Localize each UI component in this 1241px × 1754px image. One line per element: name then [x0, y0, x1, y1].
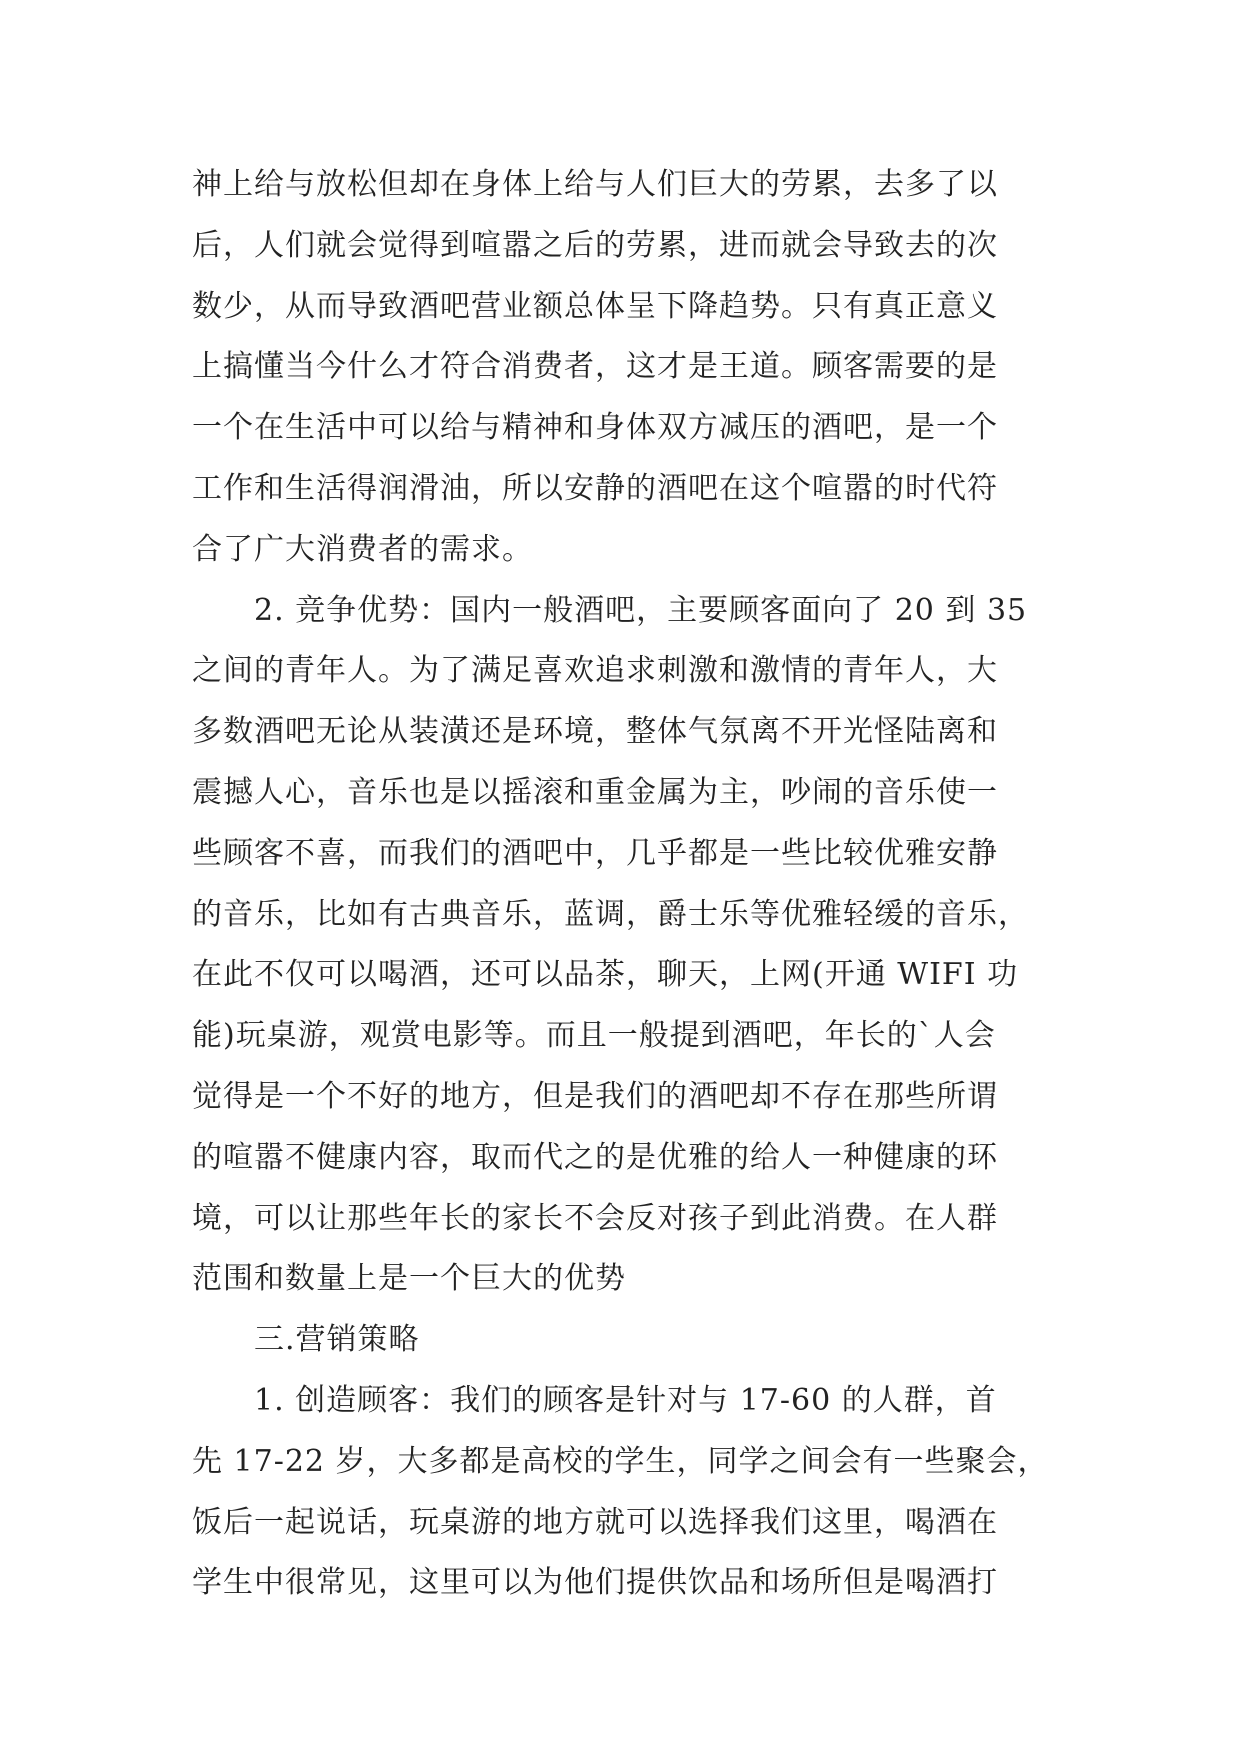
text-line: 的喧嚣不健康内容，取而代之的是优雅的给人一种健康的环 — [192, 1139, 998, 1175]
text-line: 1. 创造顾客：我们的顾客是针对与 17-60 的人群，首 — [254, 1382, 997, 1418]
text-line: 上搞懂当今什么才符合消费者，这才是王道。顾客需要的是 — [192, 349, 998, 385]
text-line: 数少，从而导致酒吧营业额总体呈下降趋势。只有真正意义 — [192, 288, 998, 324]
text-line: 之间的青年人。为了满足喜欢追求刺激和激情的青年人，大 — [192, 653, 998, 689]
text-line: 能)玩桌游，观赏电影等。而且一般提到酒吧，年长的`人会 — [192, 1018, 996, 1054]
text-line: 学生中很常见，这里可以为他们提供饮品和场所但是喝酒打 — [192, 1565, 998, 1601]
text-line: 的音乐，比如有古典音乐，蓝调，爵士乐等优雅轻缓的音乐， — [192, 896, 1029, 932]
text-line: 2. 竞争优势：国内一般酒吧，主要顾客面向了 20 到 35 — [254, 592, 1028, 628]
text-line: 范围和数量上是一个巨大的优势 — [192, 1261, 626, 1297]
text-line: 饭后一起说话，玩桌游的地方就可以选择我们这里，喝酒在 — [192, 1504, 998, 1540]
text-line: 境，可以让那些年长的家长不会反对孩子到此消费。在人群 — [192, 1200, 998, 1236]
text-line: 工作和生活得润滑油，所以安静的酒吧在这个喧嚣的时代符 — [192, 470, 998, 506]
text-line: 一个在生活中可以给与精神和身体双方减压的酒吧，是一个 — [192, 410, 998, 446]
text-line: 在此不仅可以喝酒，还可以品茶，聊天，上网(开通 WIFI 功 — [192, 957, 1019, 993]
text-line: 后，人们就会觉得到喧嚣之后的劳累，进而就会导致去的次 — [192, 227, 998, 263]
body-text — [192, 155, 1052, 1614]
text-line: 合了广大消费者的需求。 — [192, 531, 533, 567]
text-line: 些顾客不喜，而我们的酒吧中，几乎都是一些比较优雅安静 — [192, 835, 998, 871]
text-line: 觉得是一个不好的地方，但是我们的酒吧却不存在那些所谓 — [192, 1078, 998, 1114]
text-line: 先 17-22 岁，大多都是高校的学生，同学之间会有一些聚会， — [192, 1443, 1049, 1479]
text-line: 神上给与放松但却在身体上给与人们巨大的劳累，去多了以 — [192, 167, 998, 202]
text-line: 多数酒吧无论从装潢还是环境，整体气氛离不开光怪陆离和 — [192, 714, 998, 750]
text-line: 三.营销策略 — [254, 1322, 420, 1358]
text-line: 震撼人心，音乐也是以摇滚和重金属为主，吵闹的音乐使一 — [192, 774, 998, 810]
